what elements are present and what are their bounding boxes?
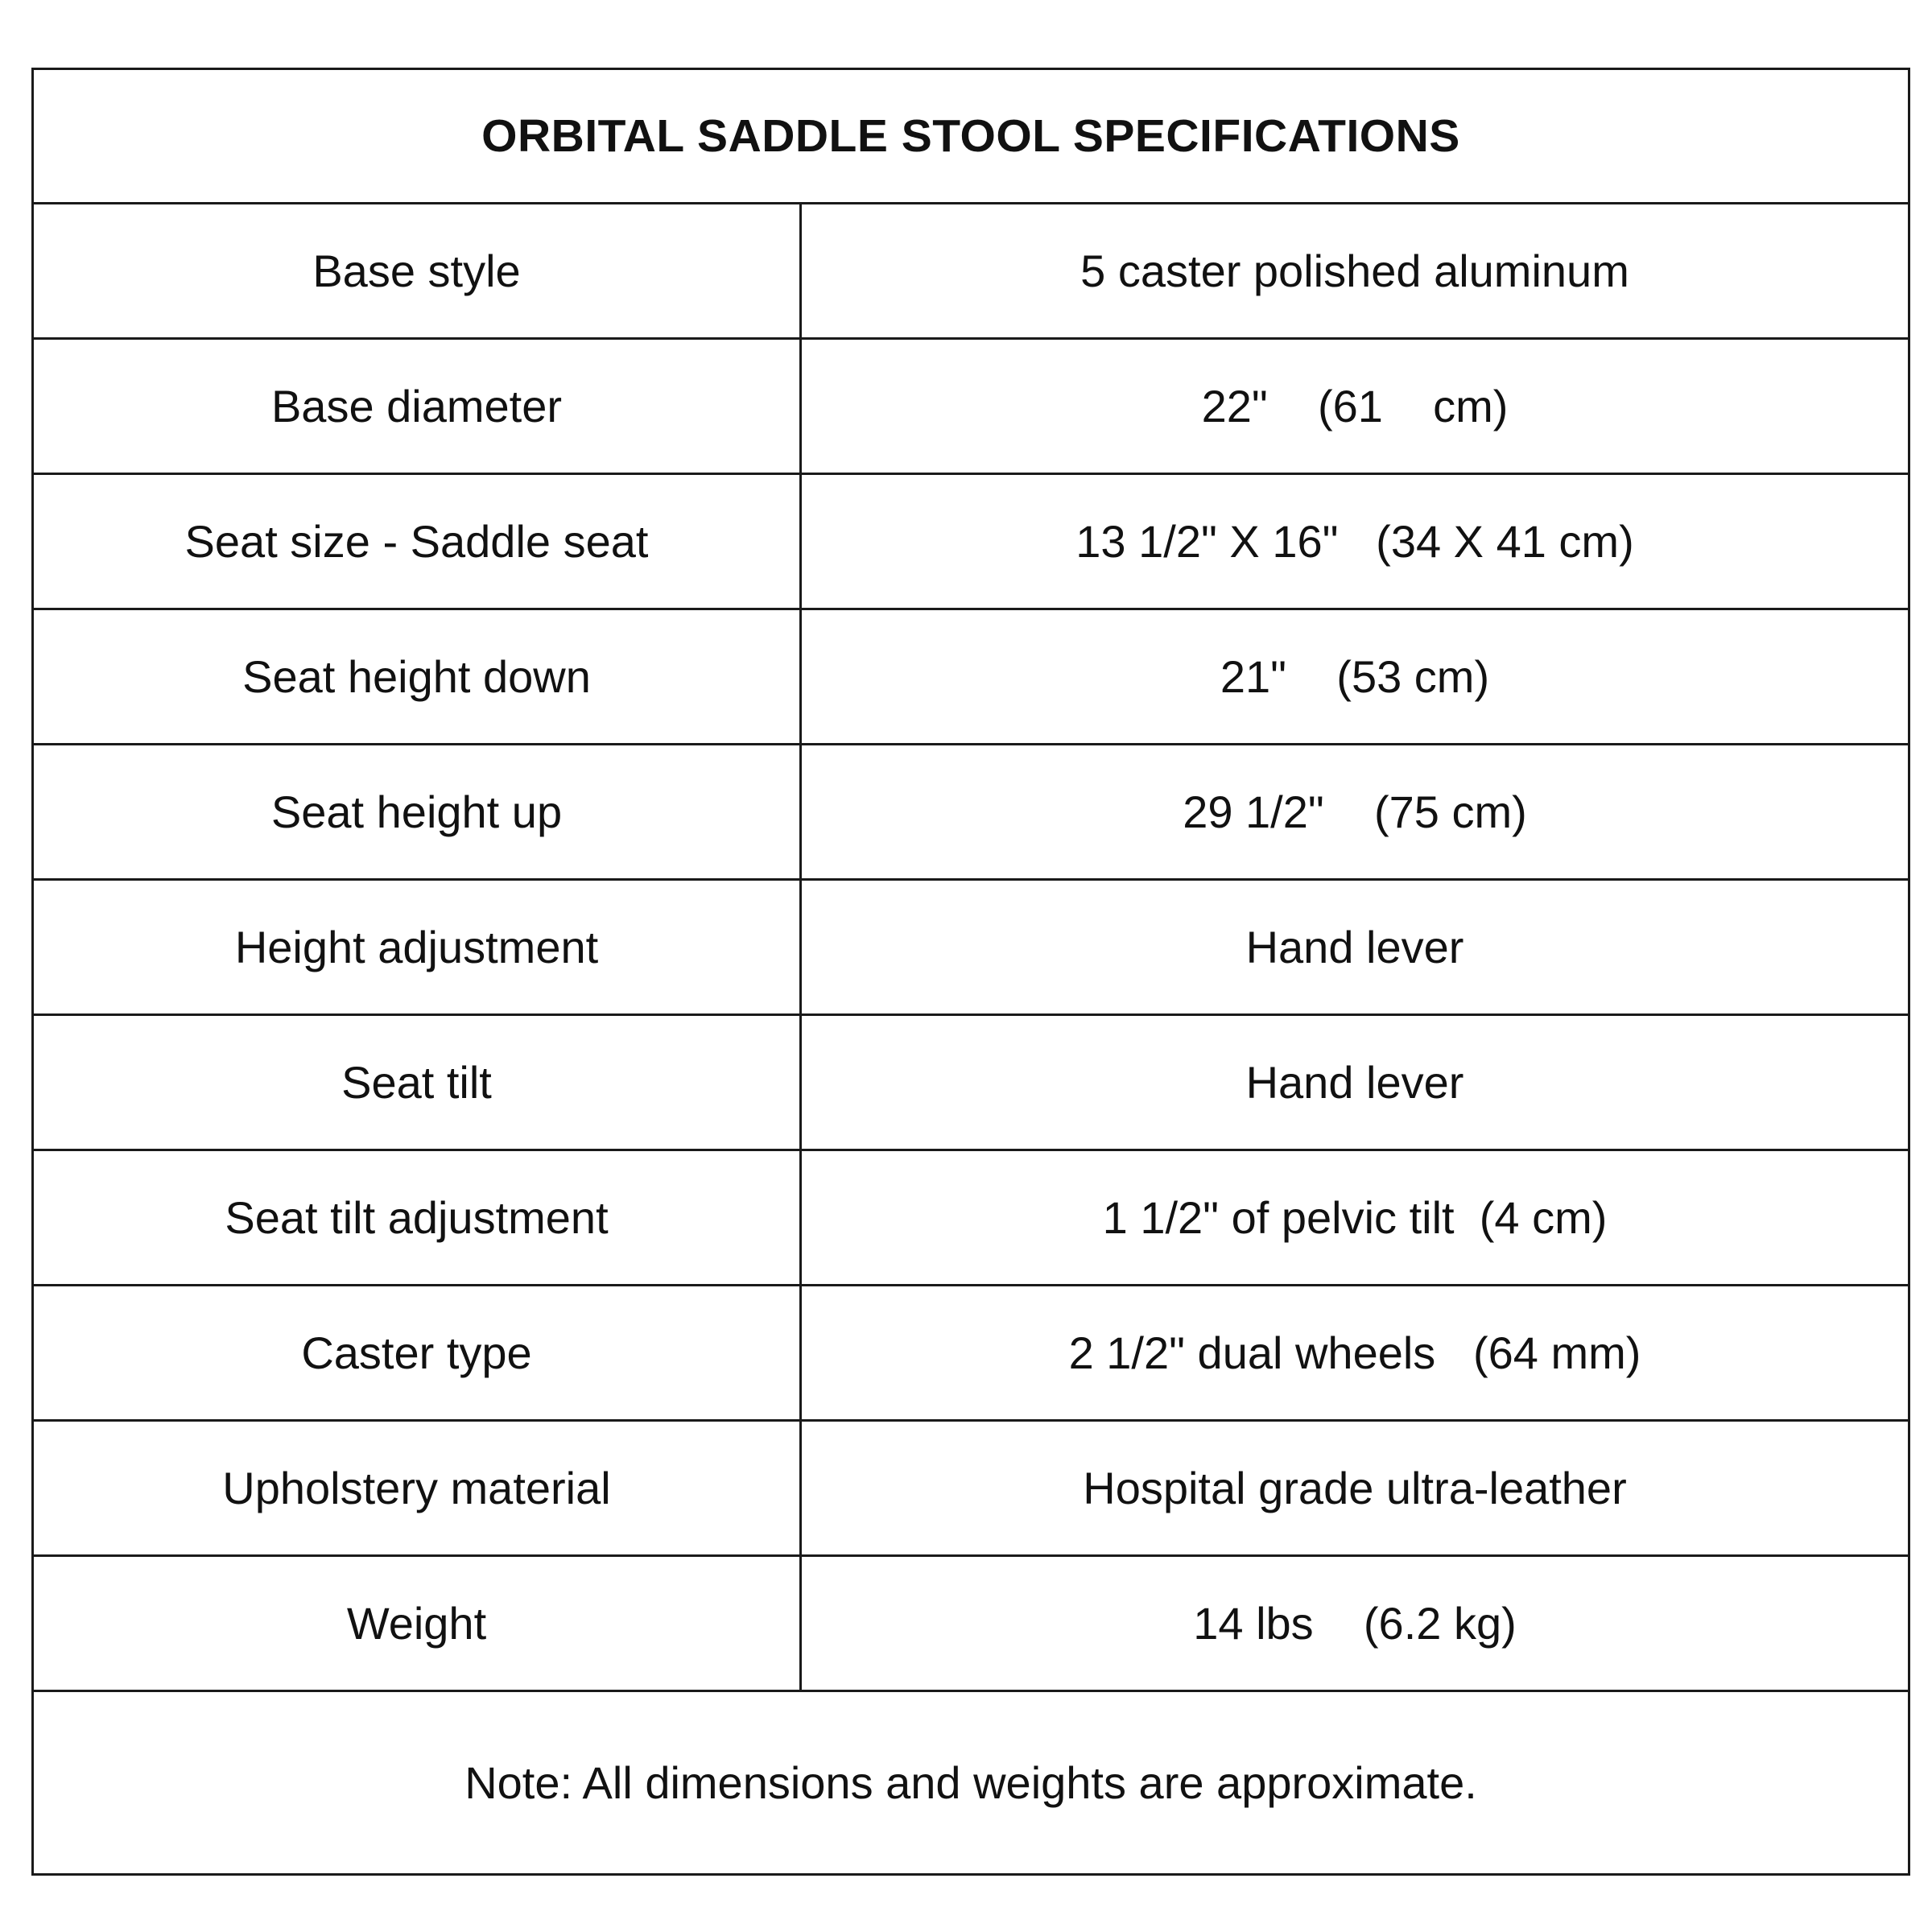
spec-label-base-style: Base style bbox=[34, 204, 802, 337]
note-text: Note: All dimensions and weights are approximate. bbox=[464, 1757, 1477, 1808]
title-row bbox=[34, 70, 1908, 204]
spec-value-seat-size: 13 1/2" X 16" (34 X 41 cm) bbox=[1075, 516, 1634, 567]
table-row bbox=[34, 610, 1908, 745]
spec-value-base-style: 5 caster polished aluminum bbox=[1080, 246, 1629, 296]
spec-label-height-adjustment: Height adjustment bbox=[34, 881, 802, 1013]
spec-label-seat-tilt-adjustment: Seat tilt adjustment bbox=[34, 1151, 802, 1284]
table-row bbox=[34, 1557, 1908, 1692]
table-row bbox=[34, 475, 1908, 610]
spec-value-height-adjustment: Hand lever bbox=[1245, 922, 1464, 972]
spec-table bbox=[31, 68, 1910, 1876]
spec-value-upholstery-material: Hospital grade ultra-leather bbox=[1083, 1463, 1627, 1513]
spec-value-base-diameter: 22" (61 cm) bbox=[1201, 381, 1509, 431]
table-title: ORBITAL SADDLE STOOL SPECIFICATIONS bbox=[481, 110, 1460, 162]
spec-value-seat-height-up: 29 1/2" (75 cm) bbox=[1183, 786, 1527, 837]
note-row bbox=[34, 1692, 1908, 1873]
spec-value-seat-height-down: 21" (53 cm) bbox=[1220, 651, 1490, 702]
spec-label-seat-tilt: Seat tilt bbox=[34, 1016, 802, 1149]
spec-value-seat-tilt: Hand lever bbox=[1245, 1057, 1464, 1108]
table-row bbox=[34, 1016, 1908, 1151]
table-row bbox=[34, 1422, 1908, 1557]
spec-label-caster-type: Caster type bbox=[34, 1286, 802, 1419]
spec-label-base-diameter: Base diameter bbox=[34, 340, 802, 473]
spec-label-seat-size: Seat size - Saddle seat bbox=[34, 475, 802, 608]
table-row bbox=[34, 881, 1908, 1016]
table-row bbox=[34, 204, 1908, 340]
spec-label-upholstery-material: Upholstery material bbox=[34, 1422, 802, 1554]
table-row bbox=[34, 1286, 1908, 1422]
spec-value-seat-tilt-adjustment: 1 1/2" of pelvic tilt (4 cm) bbox=[1102, 1192, 1608, 1243]
spec-value-caster-type: 2 1/2" dual wheels (64 mm) bbox=[1068, 1327, 1641, 1378]
table-row bbox=[34, 745, 1908, 881]
spec-label-weight: Weight bbox=[34, 1557, 802, 1690]
spec-value-weight: 14 lbs (6.2 kg) bbox=[1193, 1598, 1517, 1649]
spec-label-seat-height-down: Seat height down bbox=[34, 610, 802, 743]
table-row bbox=[34, 340, 1908, 475]
table-row bbox=[34, 1151, 1908, 1286]
spec-label-seat-height-up: Seat height up bbox=[34, 745, 802, 878]
